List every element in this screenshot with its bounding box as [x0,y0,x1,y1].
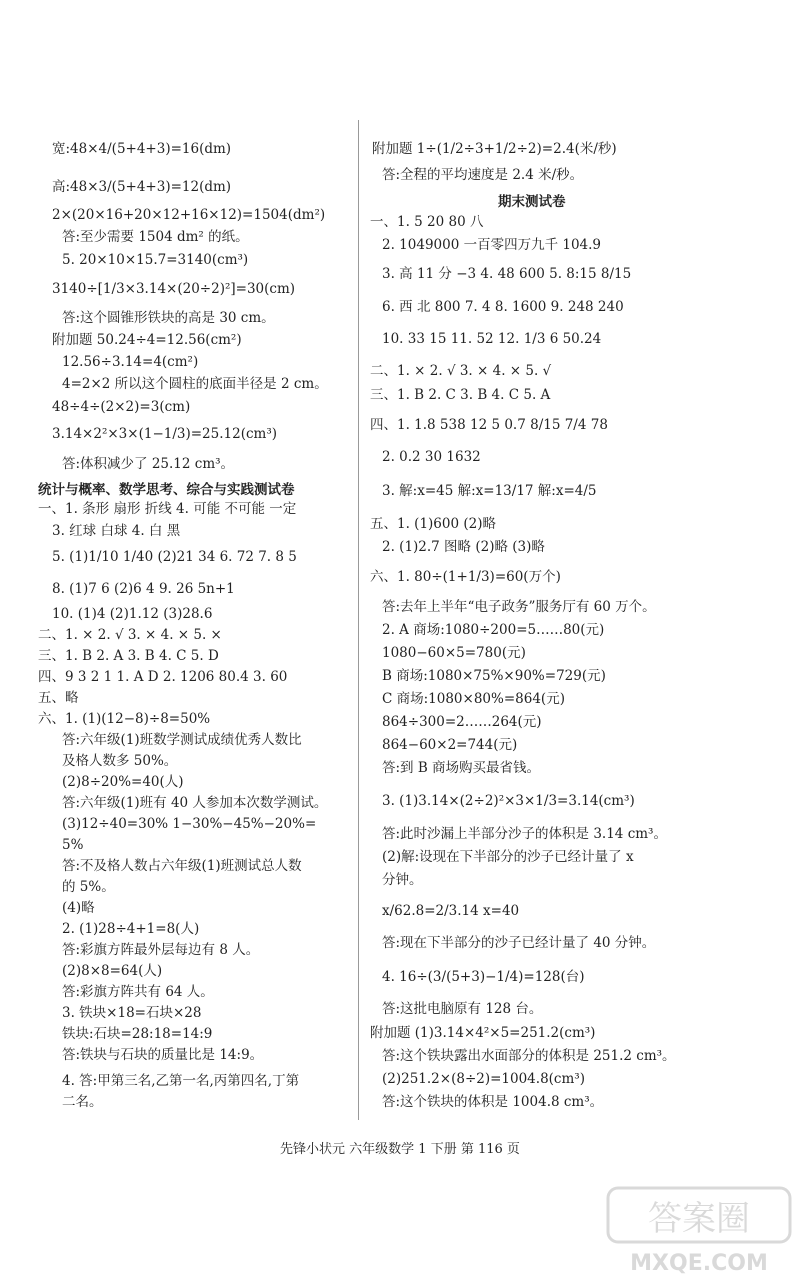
text-line: 三、1. B 2. C 3. B 4. C 5. A [370,387,551,403]
text-line: 答:现在下半部分的沙子已经计量了 40 分钟。 [382,935,656,951]
text-line: 六、1. (1)(12−8)÷8=50% [38,711,211,727]
text-line: 5. (1)1/10 1/40 (2)21 34 6. 72 7. 8 5 [52,549,297,565]
text-line: 六、1. 80÷(1+1/3)=60(万个) [370,569,561,585]
text-line: 二、1. × 2. √ 3. × 4. × 5. × [38,627,222,643]
text-line: 10. 33 15 11. 52 12. 1/3 6 50.24 [382,331,602,347]
text-line: (2)解:设现在下半部分的沙子已经计量了 x [382,849,634,865]
watermark-url: MXQE.COM [630,1251,768,1276]
text-line: 12.56÷3.14=4(cm²) [62,354,199,370]
text-line: 2. 1049000 一百零四万九千 104.9 [382,237,602,253]
text-line: 答:彩旗方阵共有 64 人。 [62,984,214,1000]
text-line: 一、1. 条形 扇形 折线 4. 可能 不可能 一定 [38,501,297,517]
text-line: 答:六年级(1)班有 40 人参加本次数学测试。 [62,795,328,811]
text-line: 附加题 1÷(1/2÷3+1/2÷2)=2.4(米/秒) [372,141,617,157]
text-line: C 商场:1080×80%=864(元) [382,691,565,707]
text-line: 答:这个铁块露出水面部分的体积是 251.2 cm³。 [382,1048,676,1064]
text-line: 二名。 [62,1094,103,1110]
text-line: 四、1. 1.8 538 12 5 0.7 8/15 7/4 78 [370,417,608,433]
text-line: 48÷4÷(2×2)=3(cm) [52,399,191,415]
text-line: 2. (1)2.7 图略 (2)略 (3)略 [382,539,545,555]
text-line: 答:这批电脑原有 128 台。 [382,1001,543,1017]
section-title: 统计与概率、数学思考、综合与实践测试卷 [38,482,295,498]
text-line: 2. (1)28÷4+1=8(人) [62,921,200,937]
text-line: 3. 红球 白球 4. 白 黑 [52,523,181,539]
text-line: x/62.8=2/3.14 x=40 [382,903,520,919]
text-line: 五、1. (1)600 (2)略 [370,516,496,532]
text-line: 一、1. 5 20 80 八 [370,214,484,230]
text-line: 答:至少需要 1504 dm² 的纸。 [62,229,249,245]
text-line: 答:此时沙漏上半部分沙子的体积是 3.14 cm³。 [382,826,667,842]
text-line: 8. (1)7 6 (2)6 4 9. 26 5n+1 [52,581,235,597]
text-line: 5% [62,837,84,853]
text-line: 3. (1)3.14×(2÷2)²×3×1/3=3.14(cm³) [382,793,635,809]
section-title: 期末测试卷 [498,194,566,210]
text-line: 铁块:石块=28:18=14:9 [62,1026,213,1042]
column-divider [358,120,359,1120]
text-line: 3. 解:x=45 解:x=13/17 解:x=4/5 [382,483,597,499]
text-line: 答:六年级(1)班数学测试成绩优秀人数比 [62,732,302,748]
text-line: (2)8÷20%=40(人) [62,774,184,790]
text-line: 附加题 (1)3.14×4²×5=251.2(cm³) [370,1025,596,1041]
text-line: 2. 0.2 30 1632 [382,449,481,465]
text-line: 4. 16÷(3/(5+3)−1/4)=128(台) [382,969,585,985]
text-line: B 商场:1080×75%×90%=729(元) [382,668,606,684]
text-line: 3. 高 11 分 −3 4. 48 600 5. 8:15 8/15 [382,266,632,282]
text-line: 三、1. B 2. A 3. B 4. C 5. D [38,648,219,664]
text-line: 答:这个铁块的体积是 1004.8 cm³。 [382,1094,604,1110]
text-line: 五、略 [38,690,79,706]
text-line: 答:彩旗方阵最外层每边有 8 人。 [62,942,260,958]
text-line: 答:不及格人数占六年级(1)班测试总人数 [62,858,302,874]
page-footer: 先锋小状元 六年级数学 1 下册 第 116 页 [280,1142,520,1157]
text-line: 864−60×2=744(元) [382,737,518,753]
text-line: 答:铁块与石块的质量比是 14:9。 [62,1047,264,1063]
text-line: (4)略 [62,900,95,916]
text-line: 答:全程的平均速度是 2.4 米/秒。 [382,167,584,183]
text-line: 864÷300=2……264(元) [382,714,542,730]
text-line: 4. 答:甲第三名,乙第一名,丙第四名,丁第 [62,1073,300,1089]
text-line: 6. 西 北 800 7. 4 8. 1600 9. 248 240 [382,299,624,315]
text-line: 高:48×3/(5+4+3)=12(dm) [52,179,232,195]
text-line: 宽:48×4/(5+4+3)=16(dm) [52,141,232,157]
text-line: 3.14×2²×3×(1−1/3)=25.12(cm³) [52,426,278,442]
text-line: 附加题 50.24÷4=12.56(cm²) [52,332,242,348]
text-line: (2)8×8=64(人) [62,963,163,979]
text-line: 分钟。 [382,872,423,888]
text-line: 2×(20×16+20×12+16×12)=1504(dm²) [52,207,326,223]
text-line: 四、9 3 2 1 1. A D 2. 1206 80.4 3. 60 [38,669,288,685]
watermark-logo [604,1180,794,1280]
text-line: (2)251.2×(8÷2)=1004.8(cm³) [382,1071,585,1087]
text-line: 2. A 商场:1080÷200=5……80(元) [382,622,605,638]
text-line: (3)12÷40=30% 1−30%−45%−20%= [62,816,317,832]
text-line: 10. (1)4 (2)1.12 (3)28.6 [52,606,213,622]
text-line: 答:到 B 商场购买最省钱。 [382,760,541,776]
text-line: 答:去年上半年“电子政务”服务厅有 60 万个。 [382,599,656,615]
text-line: 1080−60×5=780(元) [382,645,526,661]
text-line: 及格人数多 50%。 [62,753,178,769]
text-line: 4=2×2 所以这个圆柱的底面半径是 2 cm。 [62,376,328,392]
text-line: 3140÷[1/3×3.14×(20÷2)²]=30(cm) [52,281,296,297]
watermark-text: 答案圈 [648,1199,750,1239]
text-line: 5. 20×10×15.7=3140(cm³) [62,252,249,268]
text-line: 的 5%。 [62,879,115,895]
text-line: 答:这个圆锥形铁块的高是 30 cm。 [62,310,275,326]
text-line: 二、1. × 2. √ 3. × 4. × 5. √ [370,363,552,379]
text-line: 3. 铁块×18=石块×28 [62,1005,202,1021]
text-line: 答:体积减少了 25.12 cm³。 [62,456,235,472]
